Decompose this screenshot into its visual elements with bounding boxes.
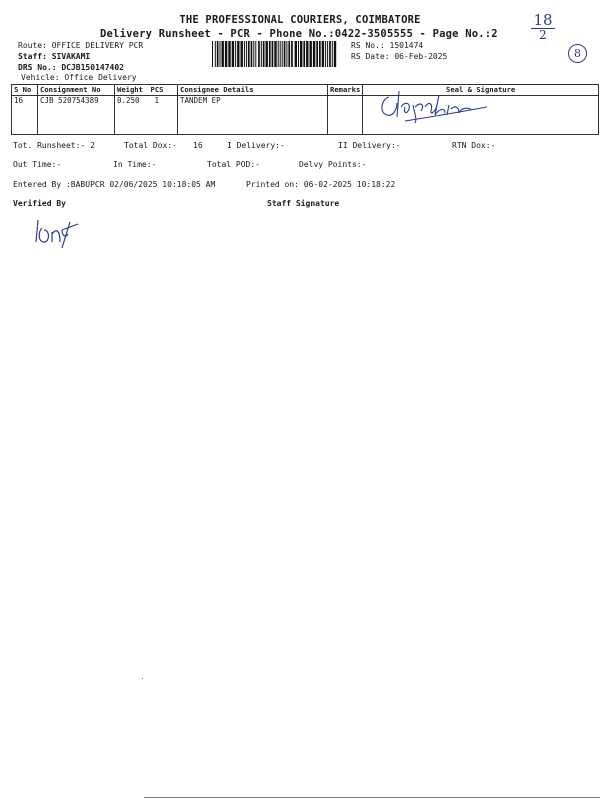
- rs-date: RS Date: 06-Feb-2025: [351, 52, 448, 61]
- barcode-image: [211, 41, 339, 67]
- cell-seal-signature: [363, 96, 599, 135]
- total-dox-value: 16: [193, 141, 203, 150]
- handwritten-circled-number: [568, 44, 587, 63]
- page-bottom-line: [144, 797, 600, 798]
- cell-weight: 0.250: [115, 96, 149, 135]
- out-time: Out Time:-: [13, 160, 62, 169]
- in-time: In Time:-: [113, 160, 157, 169]
- col-header-sno: S No: [12, 85, 38, 96]
- cell-consignee: TANDEM EP: [178, 96, 328, 135]
- ii-delivery: II Delivery:-: [338, 141, 401, 150]
- staff-label: Staff: SIVAKAMI: [18, 52, 91, 61]
- col-header-consignment: Consignment No: [38, 85, 115, 96]
- cell-pcs: 1: [149, 96, 178, 135]
- col-header-remarks: Remarks: [328, 85, 363, 96]
- handwritten-page-fraction: [530, 12, 556, 42]
- consignment-table: [11, 84, 599, 135]
- col-header-pcs: PCS: [149, 85, 178, 96]
- stray-dot: [142, 678, 143, 679]
- total-dox-label: Total Dox:-: [124, 141, 177, 150]
- printed-on: Printed on: 06-02-2025 10:18:22: [246, 180, 396, 189]
- total-pod: Total POD:-: [207, 160, 260, 169]
- circled-number-text: 8: [574, 47, 581, 60]
- handwritten-fraction-bottom: 2: [539, 28, 547, 42]
- company-title: THE PROFESSIONAL COURIERS, COIMBATORE: [179, 14, 421, 26]
- runsheet-title: Delivery Runsheet - PCR - Phone No.:0422-3505555 - Page No.:2: [100, 28, 498, 40]
- drs-label: DRS No.: DCJB150147402: [18, 63, 124, 72]
- col-header-weight: Weight: [115, 85, 149, 96]
- delivery-points: Delvy Points:-: [299, 160, 367, 169]
- rs-number: RS No.: 1501474: [351, 41, 424, 50]
- verifier-signature: [32, 212, 82, 252]
- table-row: [12, 96, 599, 135]
- entered-by: Entered By :BABUPCR 02/06/2025 10:18:05 AM: [13, 180, 216, 189]
- col-header-seal-text: Seal & Signature: [446, 85, 516, 94]
- cell-remarks: [328, 96, 363, 135]
- col-header-consignee: Consignee Details: [178, 85, 328, 96]
- vehicle-label: Vehicle: Office Delivery: [21, 73, 137, 82]
- tot-runsheet: Tot. Runsheet:- 2: [13, 141, 95, 150]
- cell-consignment: CJB 520754389: [38, 96, 115, 135]
- route-label: Route: OFFICE DELIVERY PCR: [18, 41, 144, 50]
- receiver-signature: [375, 87, 495, 127]
- i-delivery: I Delivery:-: [227, 141, 285, 150]
- handwritten-fraction-top: 18: [533, 11, 553, 29]
- staff-signature-label: Staff Signature: [267, 199, 340, 208]
- verified-by-label: Verified By: [13, 199, 66, 208]
- rtn-dox: RTN Dox:-: [452, 141, 496, 150]
- table-header-row: [12, 85, 599, 96]
- cell-sno: 16: [12, 96, 38, 135]
